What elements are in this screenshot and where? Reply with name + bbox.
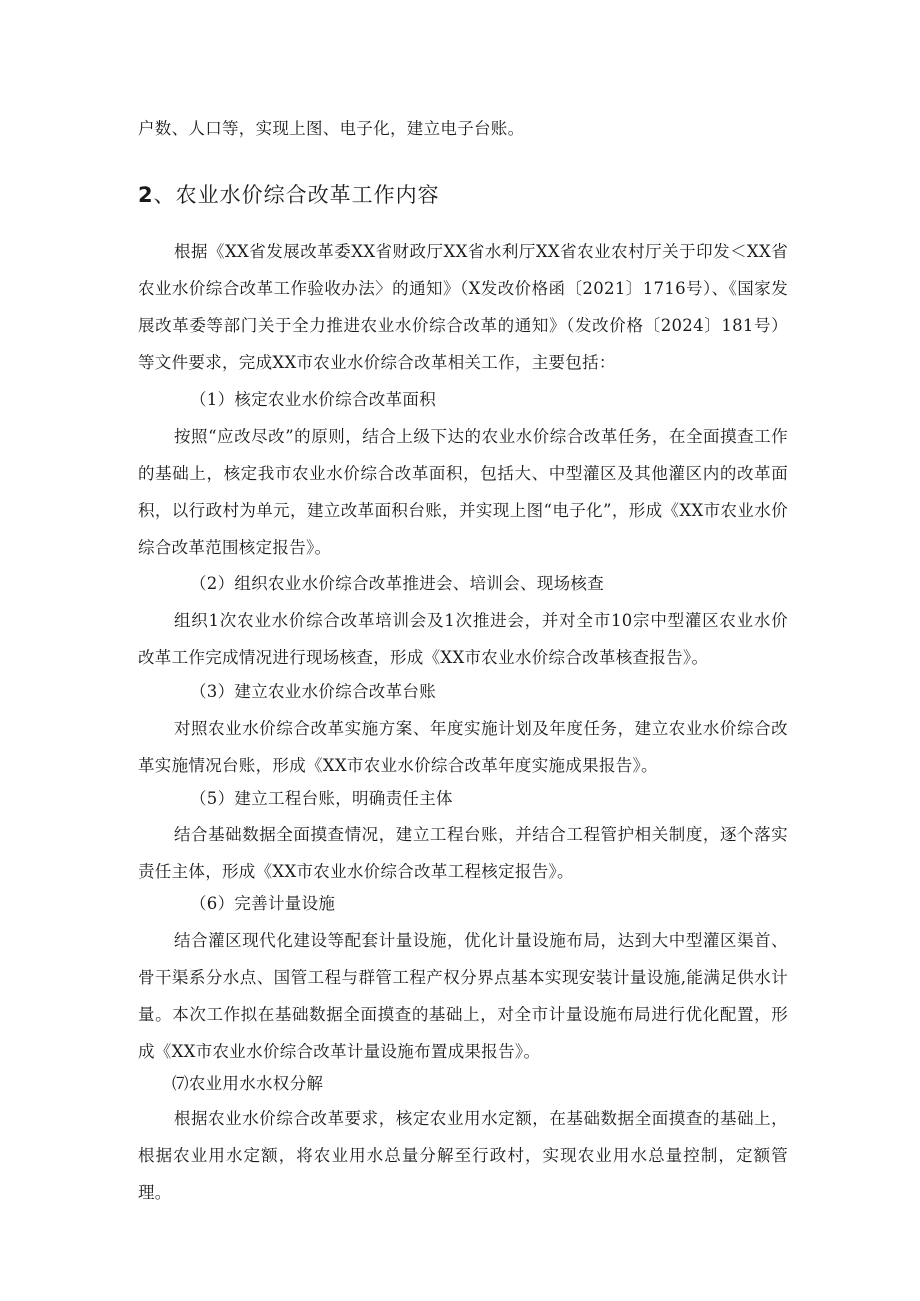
item-heading-5: （5）建立工程台账，明确责任主体 — [190, 789, 453, 808]
item-heading-1: （1）核定农业水价综合改革面积 — [190, 390, 436, 409]
item-body-6: 结合灌区现代化建设等配套计量设施，优化计量设施布局，达到大中型灌区渠首、骨干渠系分水点、国管工程与群管工程产权分界点基本实现安装计量设施,能满足供水计量。本次工作拟在基础数据全面摸查的基础上，对全市计量设施布局进行优化配置，形成《XX市农业水价综合改革计量设施布置成果报告》。 — [138, 931, 788, 1061]
section-number: 2 — [138, 183, 154, 207]
section-title: 、农业水价综合改革工作内容 — [153, 183, 440, 207]
item-body-5: 结合基础数据全面摸查情况，建立工程台账，并结合工程管护相关制度，逐个落实责任主体，形成《XX市农业水价综合改革工程核定报告》。 — [138, 825, 788, 881]
item-heading-6: （6）完善计量设施 — [190, 894, 336, 913]
lead-paragraph: 根据《XX省发展改革委XX省财政厅XX省水利厅XX省农业农村厅关于印发＜XX省农业水价综合改革工作验收办法〉的通知》（X发改价格函〔2021〕1716号）、《国家发展改革委等部门关于全力推进农业水价综合改革的通知》（发改价格〔2024〕181号）等文件要求，完成XX市农业水价综合改革相关工作，主要包括： — [138, 242, 788, 372]
item-body-3: 对照农业水价综合改革实施方案、年度实施计划及年度任务，建立农业水价综合改革实施情况台账，形成《XX市农业水价综合改革年度实施成果报告》。 — [138, 719, 788, 775]
item-heading-7: ⑺农业用水水权分解 — [172, 1074, 324, 1093]
item-heading-3: （3）建立农业水价综合改革台账 — [190, 682, 436, 701]
item-body-2: 组织1次农业水价综合改革培训会及1次推进会，并对全市10宗中型灌区农业水价改革工作完成情况进行现场核查，形成《XX市农业水价综合改革核查报告》。 — [138, 611, 788, 667]
intro-line: 户数、人口等，实现上图、电子化，建立电子台账。 — [138, 119, 525, 138]
item-body-1: 按照“应改尽改”的原则，结合上级下达的农业水价综合改革任务，在全面摸查工作的基础上，核定我市农业水价综合改革面积，包括大、中型灌区及其他灌区内的改革面积，以行政村为单元，建立改革面积台账，并实现上图“电子化”，形成《XX市农业水价综合改革范围核定报告》。 — [138, 427, 788, 557]
item-heading-2: （2）组织农业水价综合改革推进会、培训会、现场核查 — [190, 574, 604, 593]
item-body-7: 根据农业水价综合改革要求，核定农业用水定额，在基础数据全面摸查的基础上，根据农业用水定额，将农业用水总量分解至行政村，实现农业用水总量控制，定额管理。 — [138, 1109, 788, 1202]
section-heading — [138, 175, 440, 215]
